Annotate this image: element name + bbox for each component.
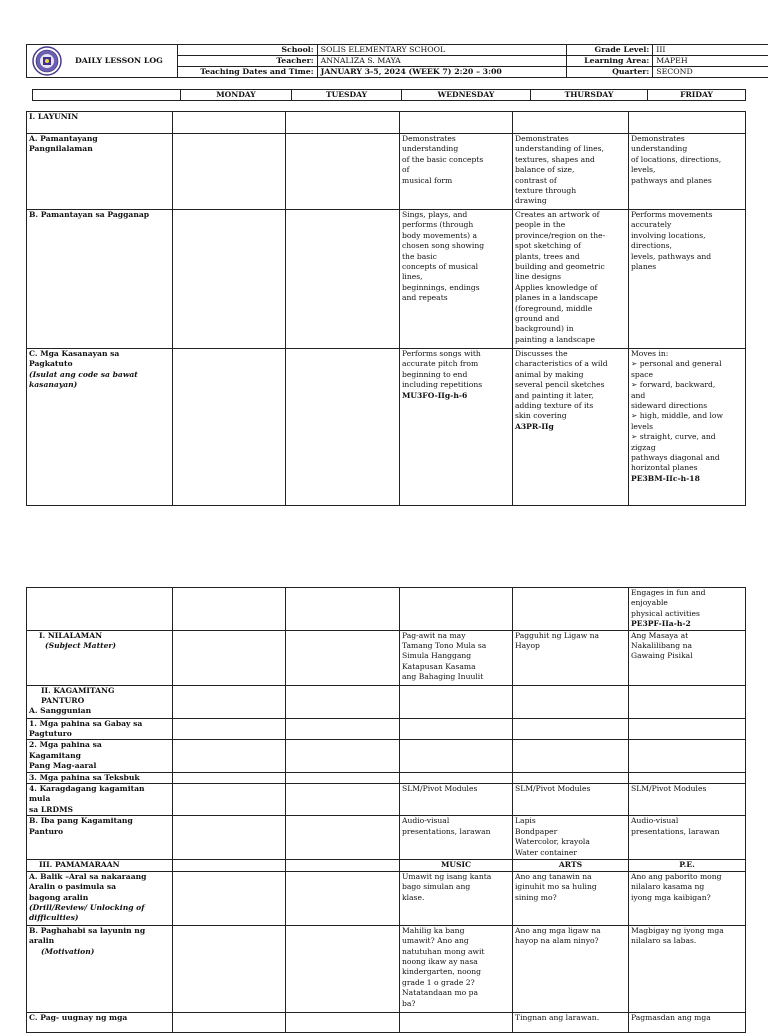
day-tuesday: TUESDAY (292, 90, 402, 101)
nilalaman-wednesday: Pag-awit na may Tamang Tono Mula sa Simula Hanggang Katapusan Kasama ang Bahaging Inuulit (400, 630, 513, 685)
teacher-value: ANNALIZA S. MAYA (317, 56, 567, 67)
balik-wednesday: Umawit ng isang kanta bago simulan ang klase. (400, 871, 513, 925)
kagamitan-label: II. KAGAMITANG PANTURO (41, 685, 115, 706)
pamantayan-sa-pagganap-label: B. Pamantayan sa Pagganap (27, 210, 173, 349)
c-thursday-code: A3PR-IIg (515, 421, 554, 431)
c-wednesday-text: Performs songs with accurate pitch from beginning to end including repetitions (402, 349, 483, 390)
teksbuk-label: 3. Mga pahina sa Teksbuk (27, 772, 173, 783)
c-wednesday (400, 349, 513, 506)
top-friday-code: PE3PF-IIa-h-2 (631, 619, 691, 629)
school-label: School: (178, 45, 317, 56)
paghahabi-note: (Motivation) (41, 946, 95, 956)
b-thursday: Creates an artwork of people in the province/region on the- spot sketching of plants, trees and building and geometric line designs Applies knowledge of planes in a landscape (foreground, middle ground and background) in painting a landscape (513, 210, 629, 349)
kasanayan-label: C. Mga Kasanayan sa Pagkatuto (29, 349, 120, 369)
a-wednesday: Demonstrates understanding of the basic concepts of musical form (400, 134, 513, 210)
school-value: SOLIS ELEMENTARY SCHOOL (317, 45, 567, 56)
paghahabi-thursday: Ano ang mga ligaw na hayop na alam ninyo? (513, 925, 629, 1012)
teacher-label: Teacher: (178, 56, 317, 67)
pamamaraan-label: III. PAMAMARAAN (27, 860, 173, 871)
pag-uugnay-thursday: Tingnan ang larawan. (513, 1012, 629, 1032)
kasanayan-label-cell (27, 349, 173, 506)
subject-music: MUSIC (400, 860, 513, 871)
area-label: Learning Area: (567, 56, 653, 67)
paghahabi-wednesday: Mahilig ka bang umawit? Ano ang natutuhan mong awit noong ikaw ay nasa kindergarten, noong grade 1 o grade 2? Natatandaan mo pa ba? (400, 925, 513, 1012)
gabay-label: 1. Mga pahina sa Gabay sa Pagtuturo (27, 718, 173, 740)
balik-aral-note: (Drill/Review/ Unlocking of difficulties) (29, 902, 145, 923)
nilalaman-note: (Subject Matter) (45, 641, 117, 651)
karagdagang-friday: SLM/Pivot Modules (629, 784, 746, 816)
balik-aral-cell (27, 871, 173, 925)
quarter-value: SECOND (653, 67, 768, 78)
karagdagang-label: 4. Karagdagang kagamitan mula sa LRDMS (27, 784, 173, 816)
iba-pang-label: B. Iba pang Kagamitang Panturo (27, 816, 173, 860)
balik-friday: Ano ang paborito mong nilalaro kasama ng iyong mga kaibigan? (629, 871, 746, 925)
c-thursday (513, 349, 629, 506)
paghahabi-label: B. Paghahabi sa layunin ng aralin (29, 925, 146, 946)
c-friday-text: Moves in: ➢ personal and general space ➢ forward, backward, and sideward directions ➢ high, middle, and low levels ➢ straight, curve, and zigzag pathways diagonal and horizontal planes (631, 349, 723, 473)
paghahabi-friday: Magbigay ng iyong mga nilalaro sa labas. (629, 925, 746, 1012)
c-thursday-text: Discusses the characteristics of a wild animal by making several pencil sketches and painting it later, adding texture of its skin covering (515, 349, 608, 421)
balik-thursday: Ano ang tanawin na iginuhit mo sa huling sining mo? (513, 871, 629, 925)
kasanayan-note: (Isulat ang code sa bawat kasanayan) (29, 369, 138, 390)
area-value: MAPEH (653, 56, 768, 67)
iba-friday: Audio-visual presentations, larawan (629, 816, 746, 860)
quarter-label: Quarter: (567, 67, 653, 78)
nilalaman-thursday: Pagguhit ng Ligaw na Hayop (513, 630, 629, 685)
day-friday: FRIDAY (648, 90, 746, 101)
doc-title: DAILY LESSON LOG (27, 45, 178, 78)
pag-uugnay-friday: Pagmasdan ang mga (629, 1012, 746, 1032)
karagdagang-wednesday: SLM/Pivot Modules (400, 784, 513, 816)
top-friday-text: Engages in fun and enjoyable physical activities (631, 588, 706, 618)
nilalaman-cell (27, 630, 173, 685)
c-friday (629, 349, 746, 506)
header-table (26, 44, 768, 78)
karagdagang-thursday: SLM/Pivot Modules (513, 784, 629, 816)
day-wednesday: WEDNESDAY (402, 90, 531, 101)
objectives-table (26, 111, 746, 506)
grade-value: III (653, 45, 768, 56)
top-friday (629, 588, 746, 631)
dates-value: JANUARY 3-5, 2024 (WEEK 7) 2:20 – 3:00 (317, 67, 567, 78)
a-friday: Demonstrates understanding of locations, directions, levels, pathways and planes (629, 134, 746, 210)
layunin-heading: I. LAYUNIN (27, 112, 173, 134)
c-friday-code: PE3BM-IIc-h-18 (631, 473, 700, 483)
days-header (32, 89, 746, 101)
pamantayang-pangnilalaman-label: A. Pamantayang Pangnilalaman (27, 134, 173, 210)
c-wednesday-code: MU3FO-IIg-h-6 (402, 390, 468, 400)
content-table (26, 587, 746, 1033)
balik-aral-label: A. Balik –Aral sa nakaraang Aralin o pasimula sa bagong aralin (29, 871, 147, 902)
a-thursday: Demonstrates understanding of lines, textures, shapes and balance of size, contrast of texture through drawing (513, 134, 629, 210)
subject-arts: ARTS (513, 860, 629, 871)
kagamitan-cell (27, 685, 173, 718)
paghahabi-cell (27, 925, 173, 1012)
dates-label: Teaching Dates and Time: (178, 67, 317, 78)
pag-uugnay-label: C. Pag- uugnay ng mga (27, 1012, 173, 1032)
iba-thursday: Lapis Bondpaper Watercolor, krayola Water container (513, 816, 629, 860)
b-wednesday: Sings, plays, and performs (through body movements) a chosen song showing the basic concepts of musical lines, beginnings, endings and repeats (400, 210, 513, 349)
grade-label: Grade Level: (567, 45, 653, 56)
sanggunian-label: A. Sanggunian (29, 706, 92, 716)
nilalaman-label: I. NILALAMAN (39, 630, 103, 640)
kagamitang-mag-aaral-label: 2. Mga pahina sa Kagamitang Pang Mag-aaral (27, 740, 173, 772)
nilalaman-friday: Ang Masaya at Nakalilibang na Gawaing Pisikal (629, 630, 746, 685)
day-monday: MONDAY (181, 90, 292, 101)
day-thursday: THURSDAY (531, 90, 648, 101)
b-friday: Performs movements accurately involving locations, directions, levels, pathways and planes (629, 210, 746, 349)
iba-wednesday: Audio-visual presentations, larawan (400, 816, 513, 860)
subject-pe: P.E. (629, 860, 746, 871)
